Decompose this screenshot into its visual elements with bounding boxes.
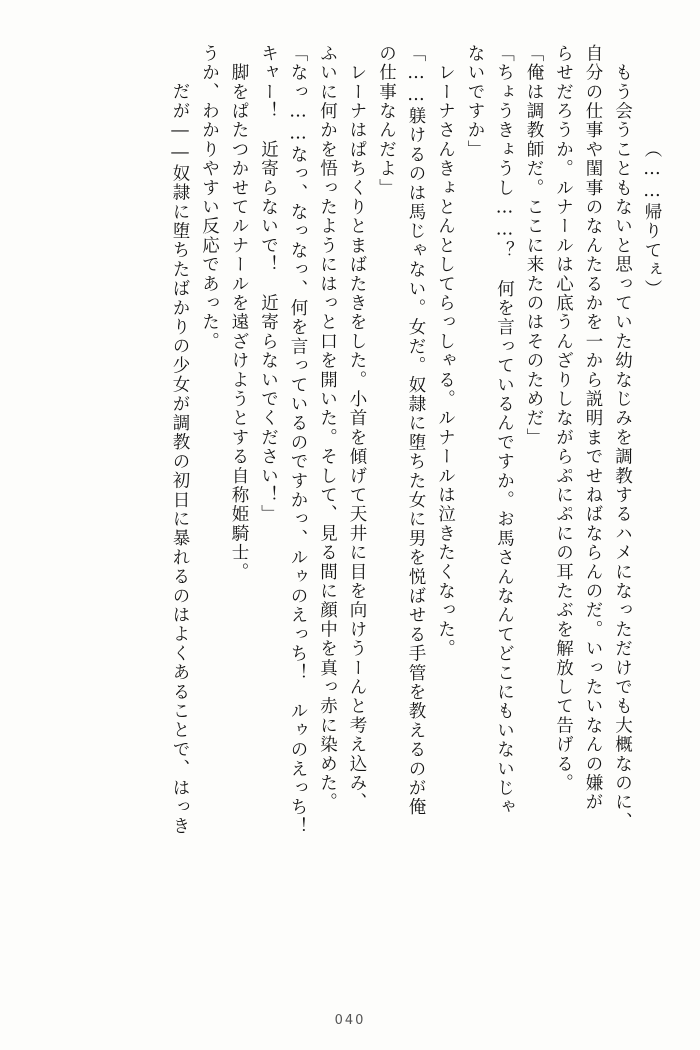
- text-line: もう会うこともないと思っていた幼なじみを調教するハメになっただけでも大概なのに、: [612, 44, 633, 832]
- text-line: 脚をぱたつかせてルナールを遠ざけようとする自称姫騎士。: [229, 44, 249, 582]
- text-line: らせだろうか。ルナールは心底うんざりしながらぷにぷにの耳たぶを解放して告げる。: [553, 44, 574, 793]
- text-line: ふいに何かを悟ったようにはっと口を開いた。そして、見る間に顔中を真っ赤に染めた。: [317, 44, 338, 812]
- text-line: だが――奴隷に堕ちたばかりの少女が調教の初日に暴れるのはよくあることで、はっき: [170, 63, 190, 836]
- text-line: レーナはぱちくりとまばたきをした。小首を傾げて天井に目を向けうーんと考え込み、: [347, 44, 367, 812]
- text-line: 「ちょうきょうし……？ 何を言っているんですか。お馬さんなんてどこにもいないじゃ: [494, 44, 515, 817]
- text-line: 自分の仕事や閨事のなんたるかを一から説明までせねばならんのだ。いったいなんの嫌が: [583, 44, 603, 812]
- text-line: ないですか」: [465, 44, 485, 160]
- text-line: （……帰りてぇ）: [642, 140, 662, 299]
- text-line: 「俺は調教師だ。ここに来たのはそのためだ」: [524, 44, 544, 448]
- text-line: レーナさんきょとんとしてらっしゃる。ルナールは泣きたくなった。: [435, 44, 456, 659]
- vertical-text-body: [40, 44, 660, 980]
- page-number: 040: [334, 1013, 366, 1028]
- text-line: の仕事なんだよ」: [376, 44, 397, 198]
- text-line: 「なっ……なっ、なっなっ、何を言っているのですかっ、ルゥのえっち！ ルゥのえっち！: [288, 44, 308, 837]
- text-line: 「……躾けるのは馬じゃない。女だ。奴隷に堕ちた女に男を悦ばせる手管を教えるのが俺: [406, 44, 426, 817]
- text-line: キャー！ 近寄らないで！ 近寄らないでください！」: [258, 44, 279, 524]
- text-line: うか、わかりやすい反応であった。: [199, 44, 220, 352]
